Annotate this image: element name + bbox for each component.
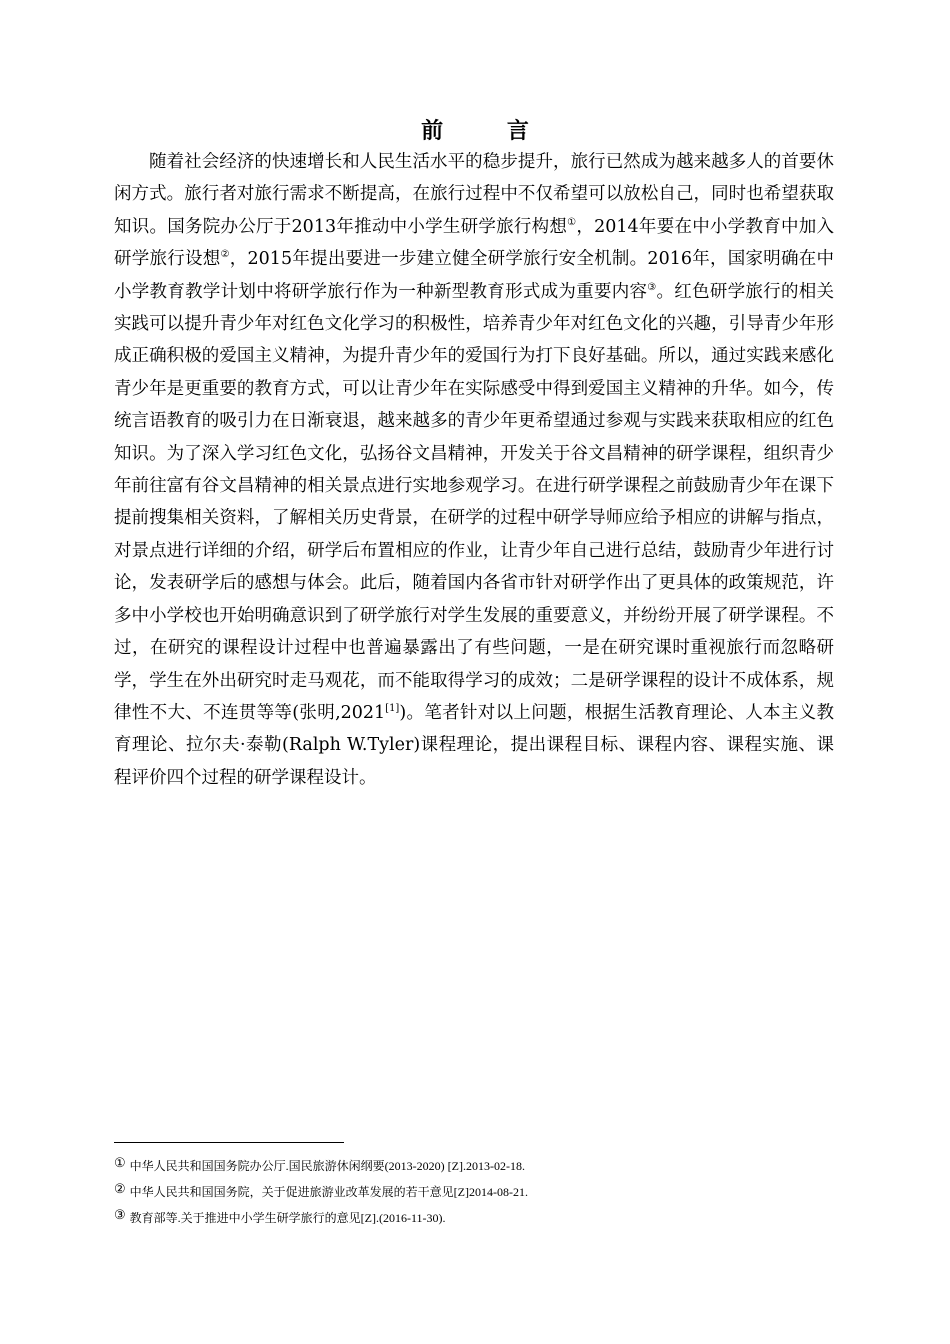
footnote-ref[interactable]: ① (567, 216, 577, 228)
footnote-ref[interactable]: ③ (647, 281, 657, 293)
footnote-item (114, 1179, 834, 1205)
footnotes (114, 1153, 834, 1231)
paragraph-segment: ，2014年要在中小学教育中加入研学旅行设想 (114, 216, 834, 270)
footnote-item (114, 1205, 834, 1231)
footnote-ref[interactable]: ② (220, 249, 230, 261)
preface-paragraph (114, 146, 834, 794)
footnote-divider (114, 1142, 344, 1143)
footnote-item (114, 1153, 834, 1179)
footnote-text: 教育部等.关于推进中小学生研学旅行的意见[Z].(2016-11-30). (129, 1211, 446, 1225)
citation-ref[interactable]: [1] (385, 702, 400, 714)
footnote-mark: ② (114, 1181, 126, 1196)
paragraph-segment: 。红色研学旅行的相关实践可以提升青少年对红色文化学习的积极性，培养青少年对红色文化的兴趣，引导青少年形成正确积极的爱国主义精神，为提升青少年的爱国行为打下良好基础。所以，通过实践来感化青少年是更重要的教育方式，可以让青少年在实际感受中得到爱国主义精神的升华。如今，传统言语教育的吸引力在日渐衰退，越来越多的青少年更希望通过参观与实践来获取相应的红色知识。为了深入学习红色文化，弘扬谷文昌精神，开发关于谷文昌精神的研学课程，组织青少年前往富有谷文昌精神的相关景点进行实地参观学习。在进行研学课程之前鼓励青少年在课下提前搜集相关资料，了解相关历史背景，在研学的过程中研学导师应给予相应的讲解与指点，对景点进行详细的介绍，研学后布置相应的作业，让青少年自己进行总结，鼓励青少年进行讨论，发表研学后的感想与体会。此后，随着国内各省市针对研学作出了更具体的政策规范，许多中小学校也开始明确意识到了研学旅行对学生发展的重要意义，并纷纷开展了研学课程。不过，在研究的课程设计过程中也普遍暴露出了有些问题，一是在研究课时重视旅行而忽略研学，学生在外出研究时走马观花，而不能取得学习的成效；二是研学课程的设计不成体系，规律性不大、不连贯等等(张明,2021 (114, 281, 835, 723)
footnote-mark: ① (114, 1155, 126, 1170)
page-title: 前 言 (421, 119, 557, 144)
footnote-mark: ③ (114, 1207, 126, 1222)
footnote-text: 中华人民共和国国务院，关于促进旅游业改革发展的若干意见[Z]2014-08-21. (129, 1185, 528, 1199)
paragraph-segment: )。笔者针对以上问题，根据生活教育理论、人本主义教育理论、拉尔夫·泰勒(Ralph W.Tyler)课程理论，提出课程目标、课程内容、课程实施、课程评价四个过程的研学课程设计。 (114, 702, 834, 788)
paragraph-segment: ，2015年提出要进一步建立健全研学旅行安全机制。2016年，国家明确在中小学教育教学计划中将研学旅行作为一种新型教育形式成为重要内容 (114, 249, 835, 302)
footnote-text: 中华人民共和国国务院办公厅.国民旅游休闲纲要(2013-2020) [Z].2013-02-18. (129, 1159, 525, 1173)
paragraph-segment: 随着社会经济的快速增长和人民生活水平的稳步提升，旅行已然成为越来越多人的首要休闲方式。旅行者对旅行需求不断提高，在旅行过程中不仅希望可以放松自己，同时也希望获取知识。国务院办公厅于2013年推动中小学生研学旅行构想 (114, 152, 834, 237)
